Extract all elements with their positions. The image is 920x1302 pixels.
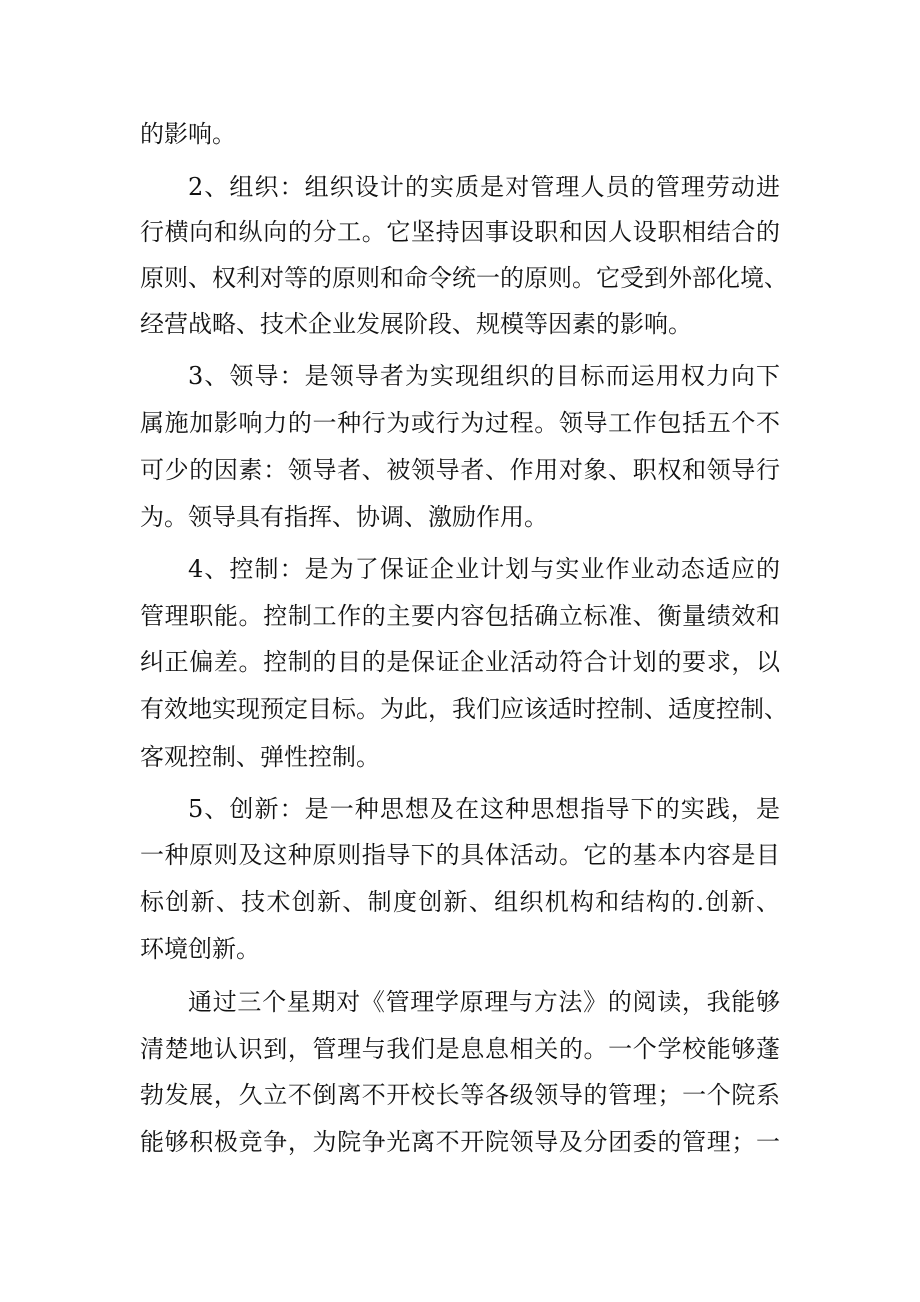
text-line: 属施加影响力的一种行为或行为过程。领导工作包括五个不 — [140, 409, 780, 437]
text-line: 有效地实现预定目标。为此，我们应该适时控制、适度控制、 — [140, 695, 788, 723]
paragraph-leadership-line: 3、领导：是领导者为实现组织的目标而运用权力向下 — [188, 362, 780, 390]
paragraph-organization-line: 2、组织：组织设计的实质是对管理人员的管理劳动进 — [188, 173, 780, 201]
text-line: 行横向和纵向的分工。它坚持因事设职和因人设职相结合的 — [140, 218, 780, 246]
text-line: 环境创新。 — [140, 935, 260, 963]
paragraph-reading-line: 通过三个星期对《管理学原理与方法》的阅读，我能够 — [188, 988, 780, 1016]
text-line: 纠正偏差。控制的目的是保证企业活动符合计划的要求，以 — [140, 648, 780, 676]
paragraph-control-line: 4、控制：是为了保证企业计划与实业作业动态适应的 — [188, 555, 780, 583]
text-line: 能够积极竞争，为院争光离不开院领导及分团委的管理；一 — [140, 1128, 780, 1156]
text-line: 标创新、技术创新、制度创新、组织机构和结构的.创新、 — [140, 888, 780, 916]
text-line: 经营战略、技术企业发展阶段、规模等因素的影响。 — [140, 310, 692, 338]
text-line: 原则、权利对等的原则和命令统一的原则。它受到外部化境、 — [140, 264, 788, 292]
text-line: 为。领导具有指挥、协调、激励作用。 — [140, 503, 548, 531]
text-line: 清楚地认识到，管理与我们是息息相关的。一个学校能够蓬 — [140, 1035, 780, 1063]
text-line: 一种原则及这种原则指导下的具体活动。它的基本内容是目 — [140, 841, 780, 869]
text-line: 的影响。 — [140, 120, 236, 148]
text-line: 可少的因素：领导者、被领导者、作用对象、职权和领导行 — [140, 456, 780, 484]
text-line: 管理职能。控制工作的主要内容包括确立标准、衡量绩效和 — [140, 602, 780, 630]
paragraph-innovation-line: 5、创新：是一种思想及在这种思想指导下的实践，是 — [188, 795, 780, 823]
text-line: 客观控制、弹性控制。 — [140, 743, 380, 771]
text-line: 勃发展，久立不倒离不开校长等各级领导的管理；一个院系 — [140, 1081, 780, 1109]
